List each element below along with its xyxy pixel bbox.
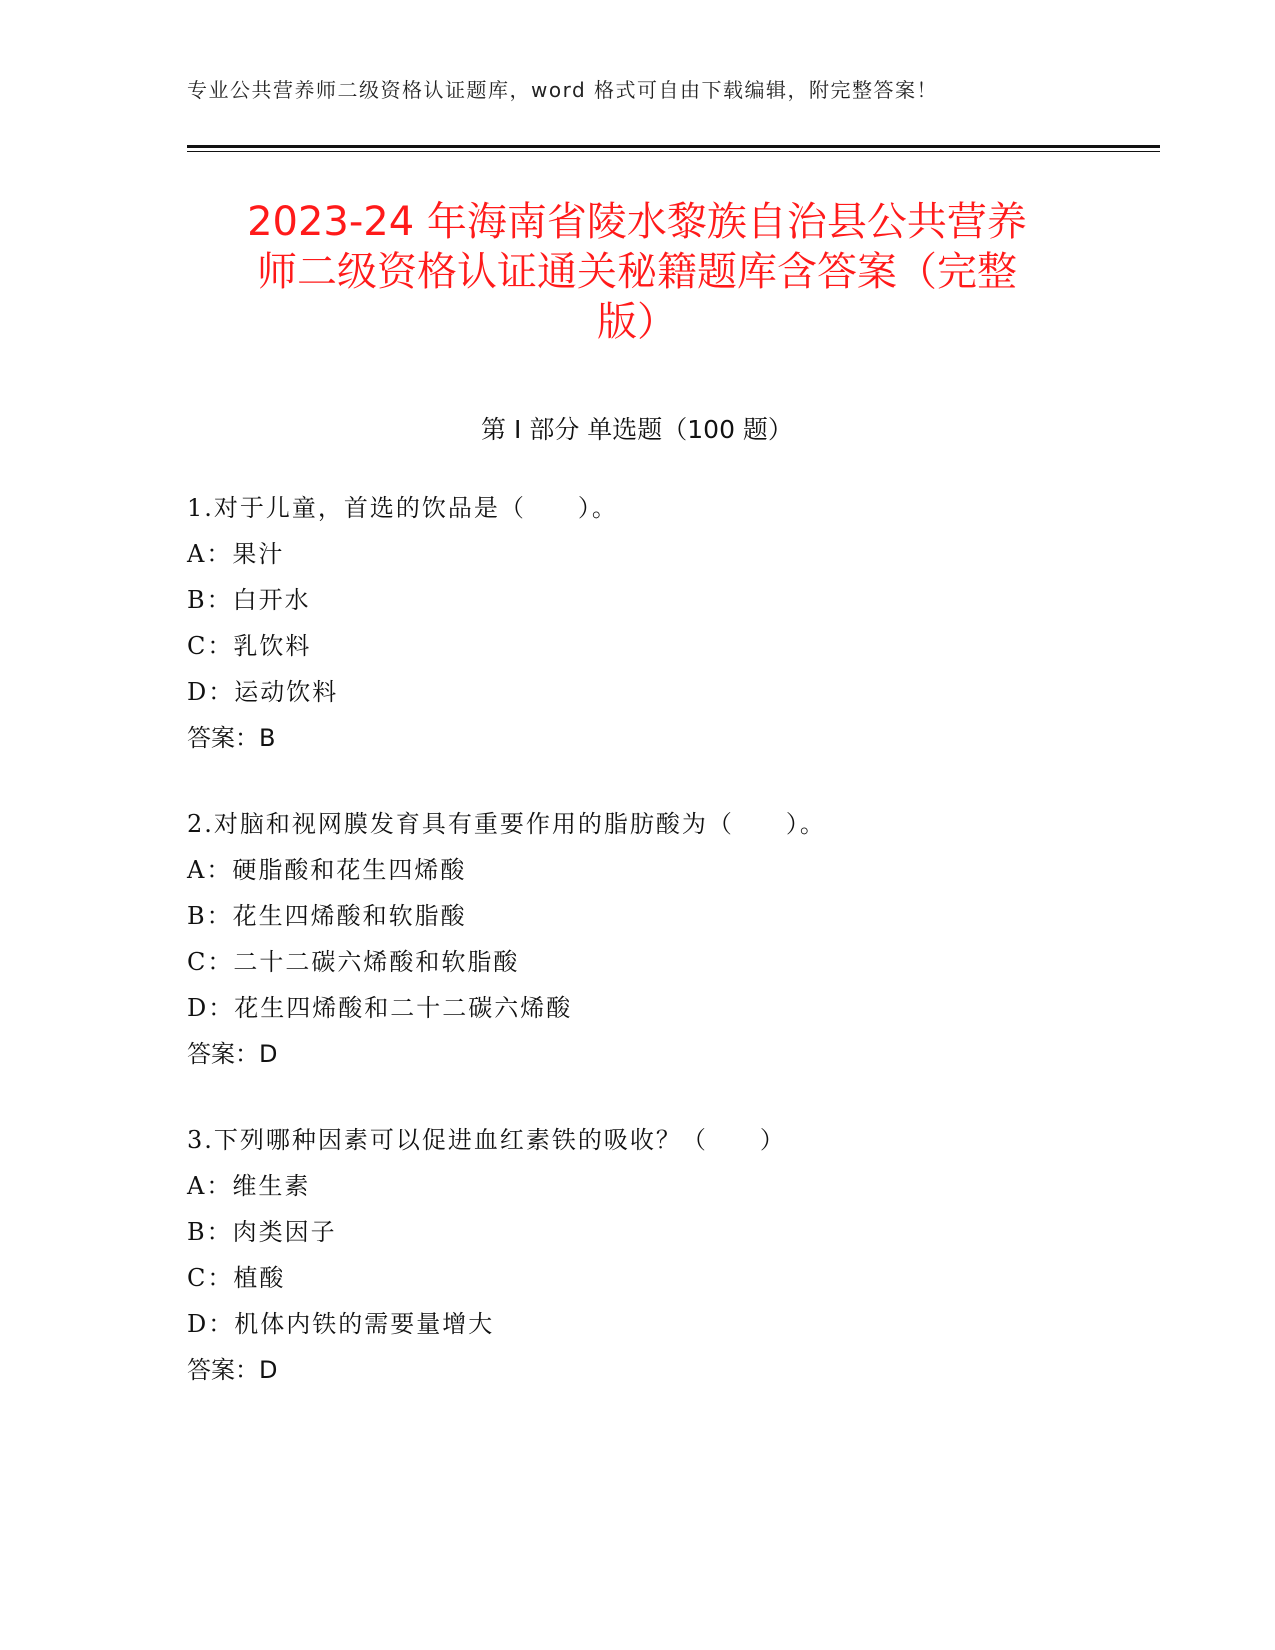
question-2 xyxy=(187,801,1087,1077)
header-divider-thin xyxy=(187,151,1160,152)
option-a: A：果汁 xyxy=(187,540,285,568)
option-d: D：花生四烯酸和二十二碳六烯酸 xyxy=(187,994,573,1022)
option-c: C：乳饮料 xyxy=(187,632,312,660)
question-1 xyxy=(187,485,1087,761)
title-line-1: 2023-24 年海南省陵水黎族自治县公共营养 xyxy=(247,199,1027,245)
answer: 答案：D xyxy=(187,1356,278,1384)
section-heading: 第 I 部分 单选题（100 题） xyxy=(481,415,793,444)
title-line-2: 师二级资格认证通关秘籍题库含答案（完整 xyxy=(257,249,1017,295)
answer: 答案：B xyxy=(187,724,276,752)
option-a: A：硬脂酸和花生四烯酸 xyxy=(187,856,467,884)
option-a: A：维生素 xyxy=(187,1172,311,1200)
option-b: B：白开水 xyxy=(187,586,311,614)
option-c: C：植酸 xyxy=(187,1264,286,1292)
option-c: C：二十二碳六烯酸和软脂酸 xyxy=(187,948,520,976)
question-stem: 2.对脑和视网膜发育具有重要作用的脂肪酸为（ ）。 xyxy=(187,810,826,838)
answer: 答案：D xyxy=(187,1040,278,1068)
question-stem: 3.下列哪种因素可以促进血红素铁的吸收？（ ） xyxy=(187,1126,786,1154)
document-title xyxy=(187,197,1087,347)
option-b: B：肉类因子 xyxy=(187,1218,337,1246)
header-note: 专业公共营养师二级资格认证题库，word 格式可自由下载编辑，附完整答案！ xyxy=(187,78,939,102)
question-3 xyxy=(187,1117,1087,1393)
option-b: B：花生四烯酸和软脂酸 xyxy=(187,902,467,930)
title-line-3: 版） xyxy=(597,299,677,345)
option-d: D：机体内铁的需要量增大 xyxy=(187,1310,495,1338)
header-divider-thick xyxy=(187,145,1160,148)
option-d: D：运动饮料 xyxy=(187,678,339,706)
question-stem: 1.对于儿童，首选的饮品是（ ）。 xyxy=(187,494,618,522)
